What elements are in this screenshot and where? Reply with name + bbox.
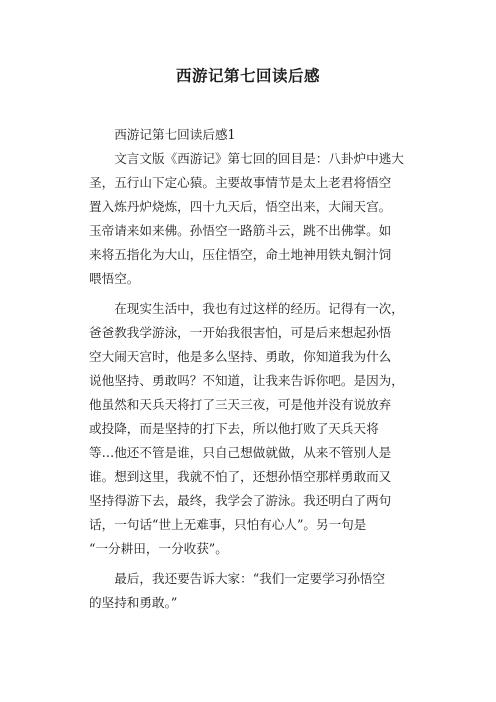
paragraph-line: “一分耕田，一分收获”。 [89,541,228,556]
paragraph-line: 置入炼丹炉烧炼，四十九天后，悟空出来，大闹天宫。 [89,199,392,214]
document-title: 西游记第七回读后感 [175,67,320,85]
paragraph-line: 在现实生活中，我也有过这样的经历。记得有一次， [89,301,404,316]
paragraph-line: 谁。想到这里，我就不怕了，还想孙悟空那样勇敢而又 [89,469,392,484]
paragraph-line: 玉帝请来如来佛。孙悟空一路筋斗云，跳不出佛掌。如 [89,223,392,238]
paragraph-line: 最后，我还要告诉大家：“我们一定要学习孙悟空 [89,571,386,586]
paragraph-line: 喂悟空。 [89,271,140,286]
paragraph-line: 文言文版《西游记》第七回的回目是：八卦炉中逃大 [89,151,404,166]
paragraph-line: 坚持得游下去，最终，我学会了游泳。我还明白了两句 [89,493,392,508]
paragraph-line: 圣，五行山下定心猿。主要故事情节是太上老君将悟空 [89,175,392,190]
paragraph-line: 等…他还不管是谁，只自己想做就做，从来不管别人是 [89,445,392,460]
paragraph-line: 话，一句话“世上无难事，只怕有心人”。另一句是 [89,517,367,532]
paragraph-line: 西游记第七回读后感1 [89,127,236,142]
paragraph-line: 爸爸教我学游泳，一开始我很害怕，可是后来想起孙悟 [89,325,392,340]
paragraph-line: 说他坚持、勇敢吗？不知道，让我来告诉你吧。是因为， [89,373,404,388]
paragraph-line: 的坚持和勇敢。” [89,595,178,610]
paragraph-line: 来将五指化为大山，压住悟空，命土地神用铁丸铜汁饲 [89,247,392,262]
paragraph-line: 或投降，而是坚持的打下去，所以他打败了天兵天将 [89,421,379,436]
paragraph-line: 他虽然和天兵天将打了三天三夜，可是他并没有说放弃 [89,397,392,412]
paragraph-line: 空大闹天宫时，他是多么坚持、勇敢，你知道我为什么 [89,349,392,364]
